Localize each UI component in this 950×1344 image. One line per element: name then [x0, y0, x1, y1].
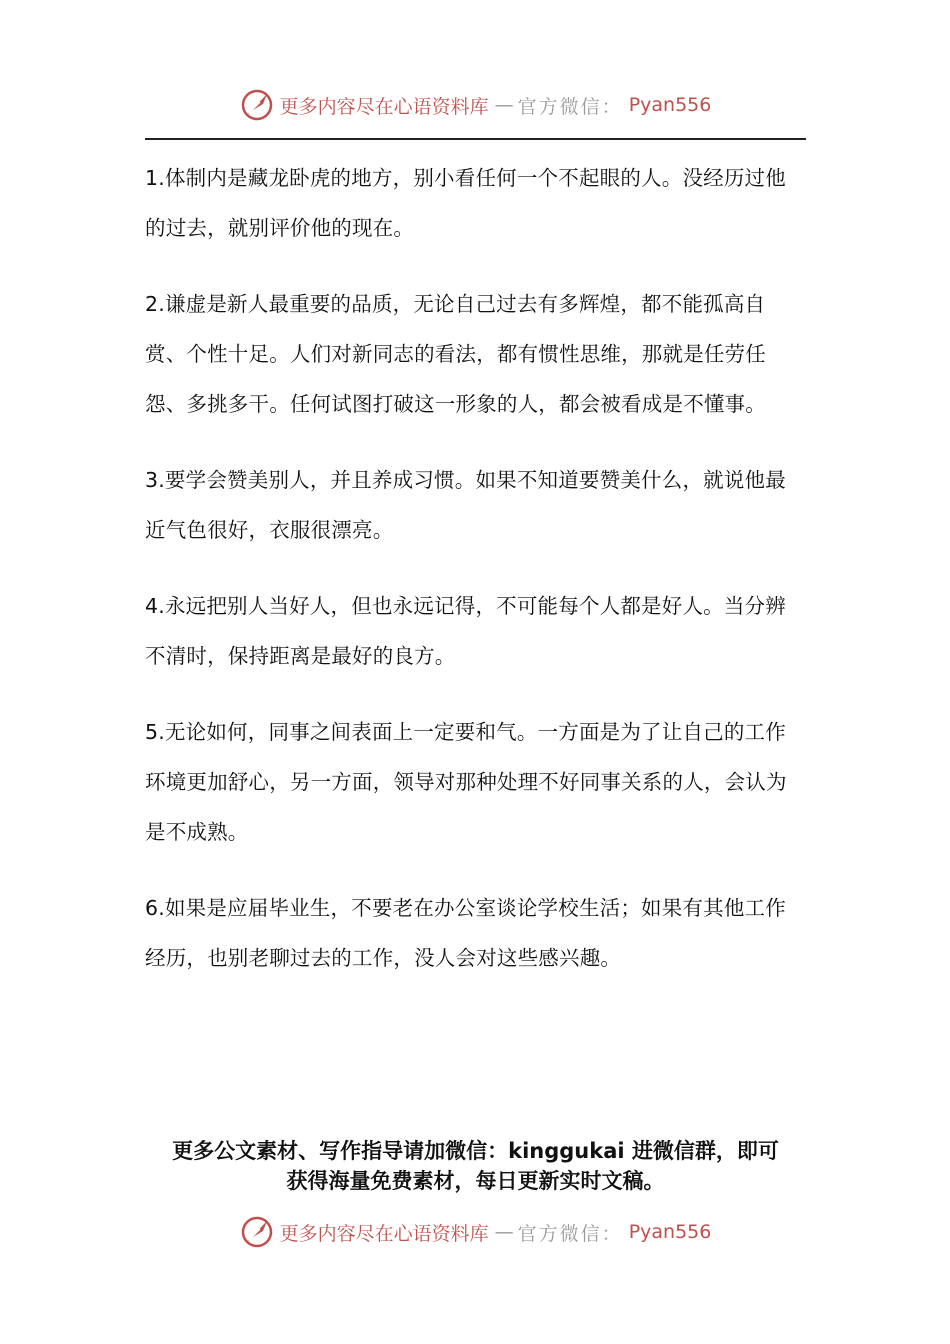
paragraph-5: 5.无论如何，同事之间表面上一定要和气。一方面是为了让自己的工作环境更加舒心，另一方面，领导对那种处理不好同事关系的人，会认为是不成熟。 [145, 720, 787, 844]
footer-note-line-2: 获得海量免费素材，每日更新实时文稿。 [286, 1169, 665, 1193]
quill-logo-icon [240, 1215, 274, 1249]
paragraph-4: 4.永远把别人当好人，但也永远记得，不可能每个人都是好人。当分辨不清时，保持距离是最好的良方。 [145, 594, 786, 668]
document-body [145, 153, 806, 1009]
page-header [145, 86, 806, 124]
paragraph-2: 2.谦虚是新人最重要的品质，无论自己过去有多辉煌，都不能孤高自赏、个性十足。人们对新同志的看法，都有惯性思维，那就是任劳任怨、多挑多干。任何试图打破这一形象的人，都会被看成是不懂事。 [145, 292, 766, 416]
footer-brand [240, 1215, 712, 1249]
footer-brand-title: 更多内容尽在心语资料库 [279, 1222, 489, 1245]
footer-note [145, 1136, 806, 1196]
quill-logo-icon [240, 88, 274, 122]
header-label: 官方微信： [517, 95, 623, 118]
header-divider [145, 138, 806, 140]
header-account: Pyan556 [628, 94, 712, 116]
page-footer [145, 1213, 806, 1251]
paragraph-6: 6.如果是应届毕业生，不要老在办公室谈论学校生活；如果有其他工作经历，也别老聊过去的工作，没人会对这些感兴趣。 [145, 896, 786, 970]
header-brand [240, 88, 712, 122]
paragraph-1: 1.体制内是藏龙卧虎的地方，别小看任何一个不起眼的人。没经历过他的过去，就别评价他的现在。 [145, 166, 786, 240]
header-brand-title: 更多内容尽在心语资料库 [279, 95, 489, 118]
footer-note-line-1: 更多公文素材、写作指导请加微信：kinggukai 进微信群，即可 [172, 1139, 779, 1163]
paragraph-3: 3.要学会赞美别人，并且养成习惯。如果不知道要赞美什么，就说他最近气色很好，衣服很漂亮。 [145, 468, 786, 542]
footer-account: Pyan556 [628, 1221, 712, 1243]
footer-separator: — [494, 1221, 512, 1243]
header-separator: — [494, 94, 512, 116]
footer-label: 官方微信： [517, 1222, 623, 1245]
